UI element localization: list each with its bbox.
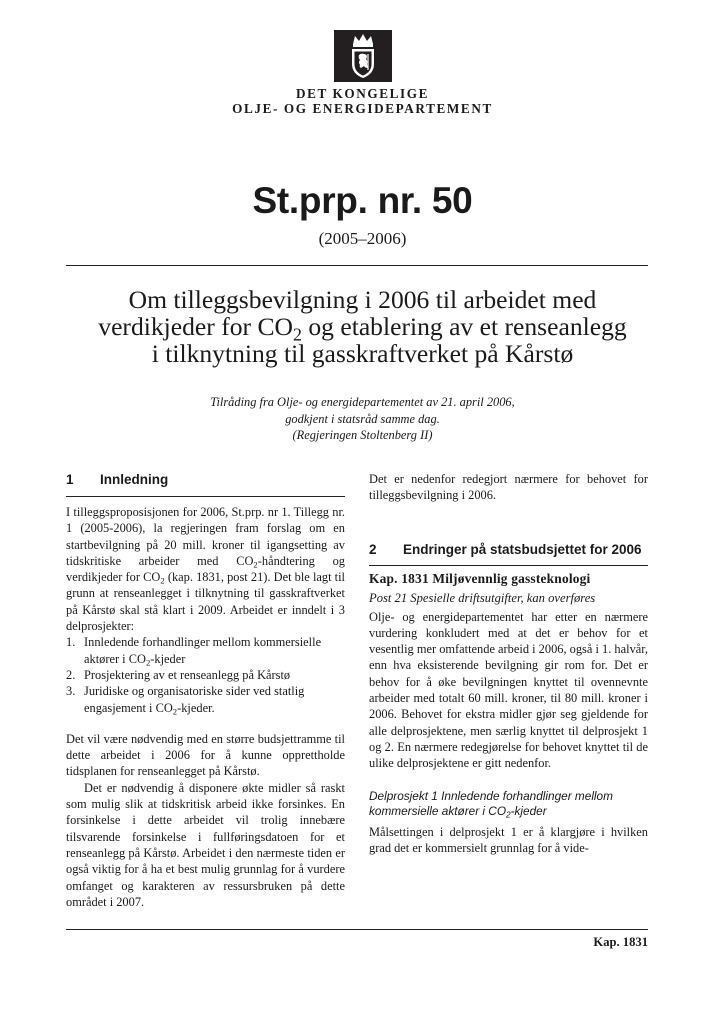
kap-heading: Kap. 1831 Miljøvennlig gassteknologi <box>369 570 591 586</box>
section1-rule <box>66 496 345 497</box>
main-title <box>40 286 685 367</box>
delprosjekt-list <box>66 634 345 715</box>
section1-paragraph3: Det er nødvendig å disponere økte midler så raskt som mulig slik at tidskritisk arbeid ikke forsinkes. En forsinkelse i dette arbeidet vil trolig innebære tilsvarende forsinkelse i fullføringsdatoen for et renseanlegg på Kårstø. Arbeidet i den nærmeste tiden er også viktig for å ha et best mulig grunnlag for å vurdere omfanget og karakteren av ressursbruken på dette området i 2007. <box>66 780 345 909</box>
footer-kap: Kap. 1831 <box>593 935 648 949</box>
section2-rule <box>369 565 648 566</box>
right-intro-paragraph: Det er nedenfor redegjort nærmere for behovet for tilleggsbevilgning i 2006. <box>369 472 648 503</box>
coat-of-arms-logo <box>334 30 392 82</box>
section1-heading: 1 Innledning <box>66 472 169 487</box>
main-title-line3: i tilknytning til gasskraftverket på Kårstø <box>151 339 574 368</box>
list-item: 3. Juridiske og organisatoriske sider ved statlig engasjement i $CO_2$-kjeder. <box>66 684 305 717</box>
document-title: St.prp. nr. 50 <box>252 180 473 221</box>
right-paragraph1: Olje- og energidepartementet har etter en nærmere vurdering konkludert med at det er behov for et vesentlig mer omfattende arbeid i 2006, også i 1. halvår, enn hva eksisterende bevilgning gir rom for. Det er behov for å øke bevilgningen knyttet til ovennevnte arbeider med totalt 60 mill. kroner, til 80 mill. kroner i 2006. Behovet for ekstra midler gjør seg gjeldende for alle delprosjektene, men særlig knyttet til delprosjekt 1 og 2. En nærmere redegjørelse for behovet knyttet til de ulike delprosjektene er gitt nedenfor. <box>369 609 648 771</box>
document-year: (2005–2006) <box>318 229 407 248</box>
list-item: 1. Innledende forhandlinger mellom kommersielle aktører i $CO_2$-kjeder <box>66 635 322 668</box>
footer-rule <box>66 929 648 930</box>
post-heading: Post 21 Spesielle driftsutgifter, kan overføres <box>369 590 596 605</box>
section2-heading: 2 Endringer på statsbudsjettet for 2006 <box>369 541 642 557</box>
left-column <box>66 472 345 910</box>
list-item: 2. Prosjektering av et renseanlegg på Kårstø <box>66 667 291 682</box>
title-divider <box>66 265 648 266</box>
right-paragraph2: Målsettingen i delprosjekt 1 er å klargjøre i hvilken grad det er kommersielt grunnlag for å vide- <box>369 824 648 855</box>
ministry-name-line1: DET KONGELIGE <box>295 86 430 101</box>
right-column <box>369 471 648 856</box>
section1-paragraph2: Det vil være nødvendig med en større budsjettramme til dette arbeidet i 2006 for å kunne opprettholde tidsplanen for renseanlegget på Kårstø. <box>66 731 345 779</box>
delprosjekt-heading: Delprosjekt 1 Innledende forhandlinger mellom kommersielle aktører i $CO_2$-kjeder <box>369 788 613 820</box>
main-title-line2: verdikjeder for $CO_2$ og etablering av et renseanlegg <box>98 312 627 345</box>
main-title-line1: Om tilleggsbevilgning i 2006 til arbeidet med <box>128 285 597 314</box>
ministry-name-line2: OLJE- OG ENERGIDEPARTEMENT <box>232 101 493 116</box>
section1-paragraph1: I tilleggsproposisjonen for 2006, St.prp. nr 1. Tillegg nr. 1 (2005-2006), la regjeringen fram forslag om en startbevilgning på 20 mill. kroner til igangsetting av tidskritiske arbeider med $CO_2$-håndtering og verdikjeder for $CO_2$ (kap. 1831, post 21). Det ble lagt til grunn at renseanlegget i tilknytning til gasskraftverket på Kårstø skal stå klart i 2009. Arbeidet er inndelt i 3 delprosjekter: <box>66 505 345 634</box>
recommendation-note: Tilråding fra Olje- og energidepartementet av 21. april 2006, godkjent i statsråd samme dag. (Regjeringen Stoltenberg II) <box>210 395 515 442</box>
